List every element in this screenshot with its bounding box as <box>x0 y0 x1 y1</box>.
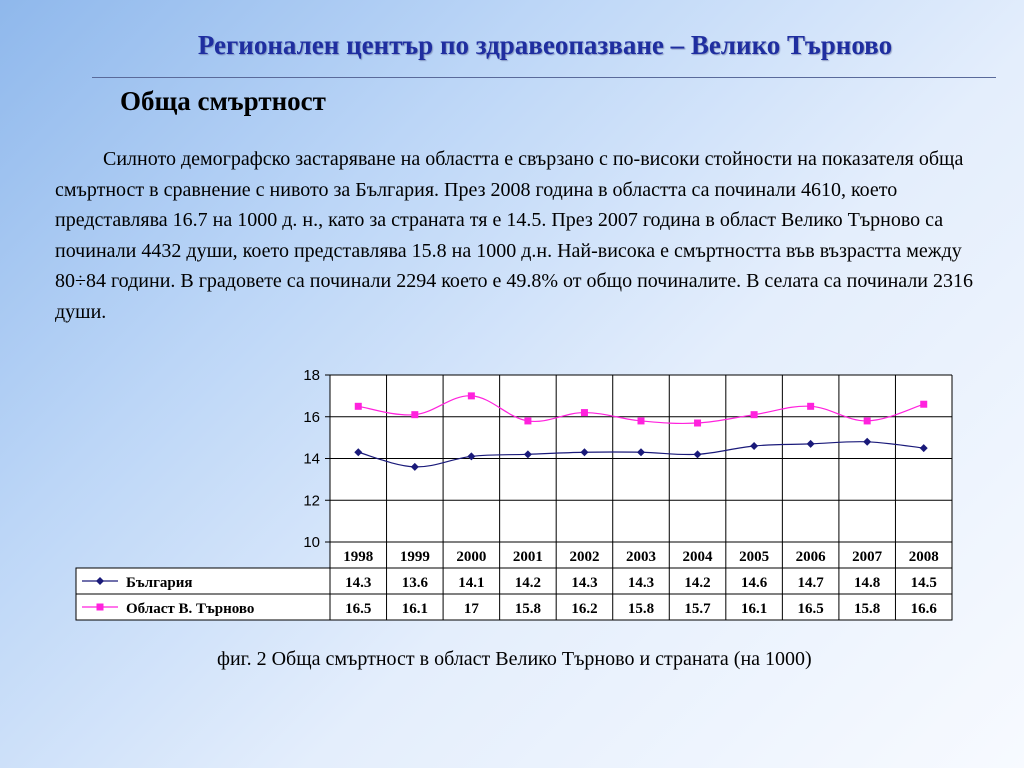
data-label: 15.7 <box>684 601 711 617</box>
data-point <box>751 411 758 418</box>
category-label: 2005 <box>739 549 770 565</box>
data-label: 14.3 <box>627 575 655 591</box>
y-axis-ticks <box>303 367 330 551</box>
header-title: Регионален център по здравеопазване – Велико Търново <box>197 30 893 60</box>
data-label: 16.1 <box>740 601 768 617</box>
category-label: 2000 <box>456 549 487 565</box>
legend-label: България <box>126 575 193 591</box>
y-tick-label: 16 <box>303 408 320 426</box>
data-point <box>920 401 927 408</box>
data-label: 14.3 <box>571 575 598 591</box>
figure-caption: фиг. 2 Обща смъртност в област Велико Търново и страната (на 1000) <box>217 648 812 670</box>
legend-label: Област В. Търново <box>126 601 255 617</box>
category-label: 2001 <box>512 549 543 565</box>
category-label: 2004 <box>682 549 713 565</box>
y-tick-label: 10 <box>303 534 320 551</box>
data-label: 16.6 <box>910 601 937 617</box>
category-label: 1998 <box>343 549 374 565</box>
data-label: 14.8 <box>854 575 881 591</box>
data-label: 16.2 <box>571 601 598 617</box>
data-point <box>468 392 475 399</box>
data-label: 15.8 <box>854 601 881 617</box>
data-label: 16.5 <box>345 601 372 617</box>
category-label: 2007 <box>852 549 883 565</box>
data-label: 13.6 <box>401 575 428 591</box>
data-point <box>411 411 418 418</box>
data-label: 14.7 <box>797 575 824 591</box>
category-label: 1999 <box>399 549 430 565</box>
body-paragraph: Силното демографско застаряване на областта е свързано с по-високи стойности на показателя обща смъртност в сравнение с нивото за България. През 2008 година в областта са починали 4610, което представлява 16.7 на 1000 д. н., като за страната тя е 14.5. През 2007 година в област Велико Търново са починали 4432 души, което представлява 15.8 на 1000 д.н. Най-висока е смъртността във възрастта между 80÷84 години. В градовете са починали 2294 което е 49.8% от общо починалите. В селата са починали 2316 души. <box>55 148 974 323</box>
data-label: 14.2 <box>514 575 542 591</box>
data-label: 14.6 <box>740 575 768 591</box>
category-label: 2002 <box>569 549 600 565</box>
section-title: Обща смъртност <box>120 86 326 116</box>
category-label: 2008 <box>908 549 939 565</box>
y-tick-label: 12 <box>303 492 320 510</box>
data-point <box>524 417 531 424</box>
y-tick-label: 14 <box>303 450 320 468</box>
category-label: 2006 <box>795 549 826 565</box>
data-point <box>355 403 362 410</box>
data-label: 14.1 <box>458 575 485 591</box>
data-table <box>76 542 952 620</box>
data-point <box>581 409 588 416</box>
data-point <box>864 417 871 424</box>
legend-marker <box>97 604 104 611</box>
category-label: 2003 <box>626 549 656 565</box>
data-label: 15.8 <box>627 601 655 617</box>
data-label: 16.5 <box>797 601 824 617</box>
data-label: 17 <box>463 601 479 617</box>
y-tick-label: 18 <box>303 367 320 384</box>
data-label: 14.3 <box>345 575 372 591</box>
data-point <box>807 403 814 410</box>
data-point <box>638 417 645 424</box>
data-label: 14.5 <box>910 575 937 591</box>
data-point <box>694 420 701 427</box>
data-label: 16.1 <box>401 601 428 617</box>
data-label: 14.2 <box>684 575 711 591</box>
data-label: 15.8 <box>514 601 542 617</box>
